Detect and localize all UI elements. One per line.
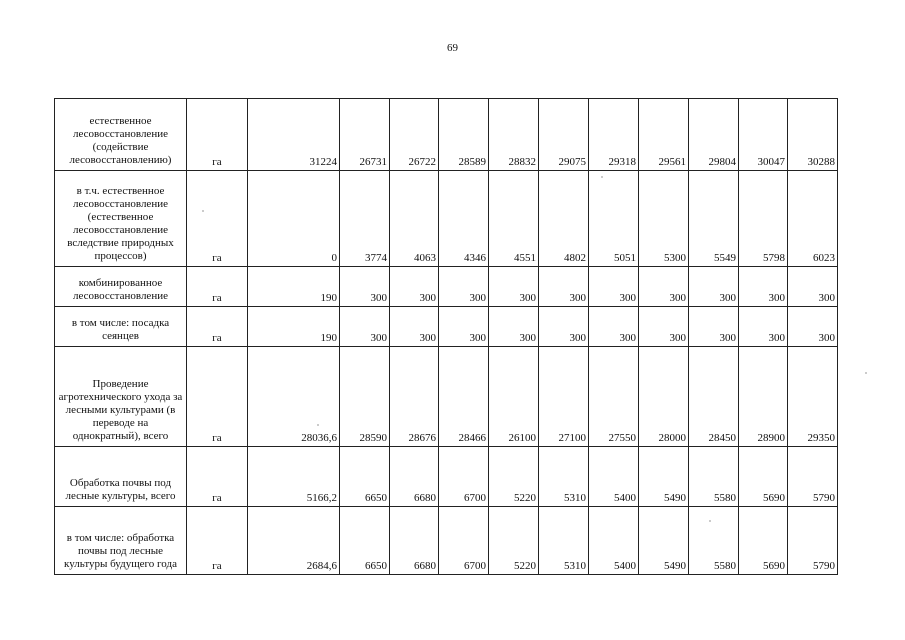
row-label: в т.ч. естественное лесовосстановление (естественное лесовосстановление вследствие природных процессов) [55, 171, 187, 267]
value-cell: 5166,2 [248, 447, 340, 507]
value-cell: 300 [739, 267, 788, 307]
value-cell: 300 [489, 307, 539, 347]
value-cell: 5300 [639, 171, 689, 267]
unit-cell: га [187, 347, 248, 447]
unit-cell: га [187, 447, 248, 507]
value-cell: 4346 [439, 171, 489, 267]
row-label: Обработка почвы под лесные культуры, всего [55, 447, 187, 507]
value-cell: 28466 [439, 347, 489, 447]
value-cell: 5400 [589, 507, 639, 575]
value-cell: 28450 [689, 347, 739, 447]
value-cell: 300 [689, 307, 739, 347]
value-cell: 28589 [439, 99, 489, 171]
scan-speck [317, 424, 319, 426]
value-cell: 6700 [439, 507, 489, 575]
value-cell: 5220 [489, 507, 539, 575]
value-cell: 2684,6 [248, 507, 340, 575]
row-label: в том числе: посадка сеянцев [55, 307, 187, 347]
value-cell: 30288 [788, 99, 838, 171]
value-cell: 6023 [788, 171, 838, 267]
value-cell: 27550 [589, 347, 639, 447]
value-cell: 30047 [739, 99, 788, 171]
data-table [54, 98, 838, 575]
value-cell: 5051 [589, 171, 639, 267]
value-cell: 4063 [390, 171, 439, 267]
value-cell: 5798 [739, 171, 788, 267]
value-cell: 300 [788, 267, 838, 307]
value-cell: 300 [539, 267, 589, 307]
value-cell: 300 [788, 307, 838, 347]
value-cell: 6650 [340, 507, 390, 575]
value-cell: 5580 [689, 507, 739, 575]
value-cell: 26731 [340, 99, 390, 171]
scan-speck [202, 210, 204, 212]
value-cell: 28036,6 [248, 347, 340, 447]
value-cell: 26722 [390, 99, 439, 171]
value-cell: 6700 [439, 447, 489, 507]
value-cell: 300 [439, 307, 489, 347]
value-cell: 300 [589, 267, 639, 307]
table-row [55, 447, 838, 507]
value-cell: 300 [639, 307, 689, 347]
value-cell: 300 [589, 307, 639, 347]
value-cell: 5790 [788, 507, 838, 575]
value-cell: 29350 [788, 347, 838, 447]
value-cell: 6650 [340, 447, 390, 507]
table-row [55, 347, 838, 447]
row-label: Проведение агротехнического ухода за лесными культурами (в переводе на однократный), всего [55, 347, 187, 447]
value-cell: 190 [248, 267, 340, 307]
value-cell: 5490 [639, 507, 689, 575]
value-cell: 4802 [539, 171, 589, 267]
unit-cell: га [187, 267, 248, 307]
value-cell: 31224 [248, 99, 340, 171]
row-label: комбинированное лесовосстановление [55, 267, 187, 307]
value-cell: 300 [489, 267, 539, 307]
value-cell: 190 [248, 307, 340, 347]
value-cell: 28832 [489, 99, 539, 171]
unit-cell: га [187, 507, 248, 575]
value-cell: 5580 [689, 447, 739, 507]
value-cell: 5690 [739, 507, 788, 575]
row-label: естественное лесовосстановление (содействие лесовосстановлению) [55, 99, 187, 171]
value-cell: 300 [539, 307, 589, 347]
value-cell: 5400 [589, 447, 639, 507]
page-number: 69 [447, 42, 458, 54]
value-cell: 28000 [639, 347, 689, 447]
value-cell: 300 [390, 267, 439, 307]
value-cell: 5490 [639, 447, 689, 507]
value-cell: 300 [340, 307, 390, 347]
scan-speck [865, 372, 867, 374]
value-cell: 0 [248, 171, 340, 267]
value-cell: 28900 [739, 347, 788, 447]
value-cell: 28590 [340, 347, 390, 447]
value-cell: 5220 [489, 447, 539, 507]
scan-speck [709, 520, 711, 522]
value-cell: 5310 [539, 447, 589, 507]
value-cell: 4551 [489, 171, 539, 267]
table-body [55, 99, 838, 575]
value-cell: 29075 [539, 99, 589, 171]
value-cell: 5690 [739, 447, 788, 507]
value-cell: 5310 [539, 507, 589, 575]
table-row [55, 171, 838, 267]
value-cell: 29561 [639, 99, 689, 171]
value-cell: 26100 [489, 347, 539, 447]
value-cell: 300 [639, 267, 689, 307]
value-cell: 5549 [689, 171, 739, 267]
value-cell: 3774 [340, 171, 390, 267]
table-row [55, 267, 838, 307]
value-cell: 29318 [589, 99, 639, 171]
value-cell: 300 [689, 267, 739, 307]
value-cell: 300 [739, 307, 788, 347]
unit-cell: га [187, 99, 248, 171]
value-cell: 300 [340, 267, 390, 307]
row-label: в том числе: обработка почвы под лесные культуры будущего года [55, 507, 187, 575]
value-cell: 27100 [539, 347, 589, 447]
value-cell: 300 [439, 267, 489, 307]
scan-speck [601, 176, 603, 178]
table-row [55, 507, 838, 575]
unit-cell: га [187, 171, 248, 267]
value-cell: 6680 [390, 447, 439, 507]
value-cell: 300 [390, 307, 439, 347]
value-cell: 5790 [788, 447, 838, 507]
table-row [55, 99, 838, 171]
table-row [55, 307, 838, 347]
value-cell: 28676 [390, 347, 439, 447]
unit-cell: га [187, 307, 248, 347]
value-cell: 29804 [689, 99, 739, 171]
value-cell: 6680 [390, 507, 439, 575]
